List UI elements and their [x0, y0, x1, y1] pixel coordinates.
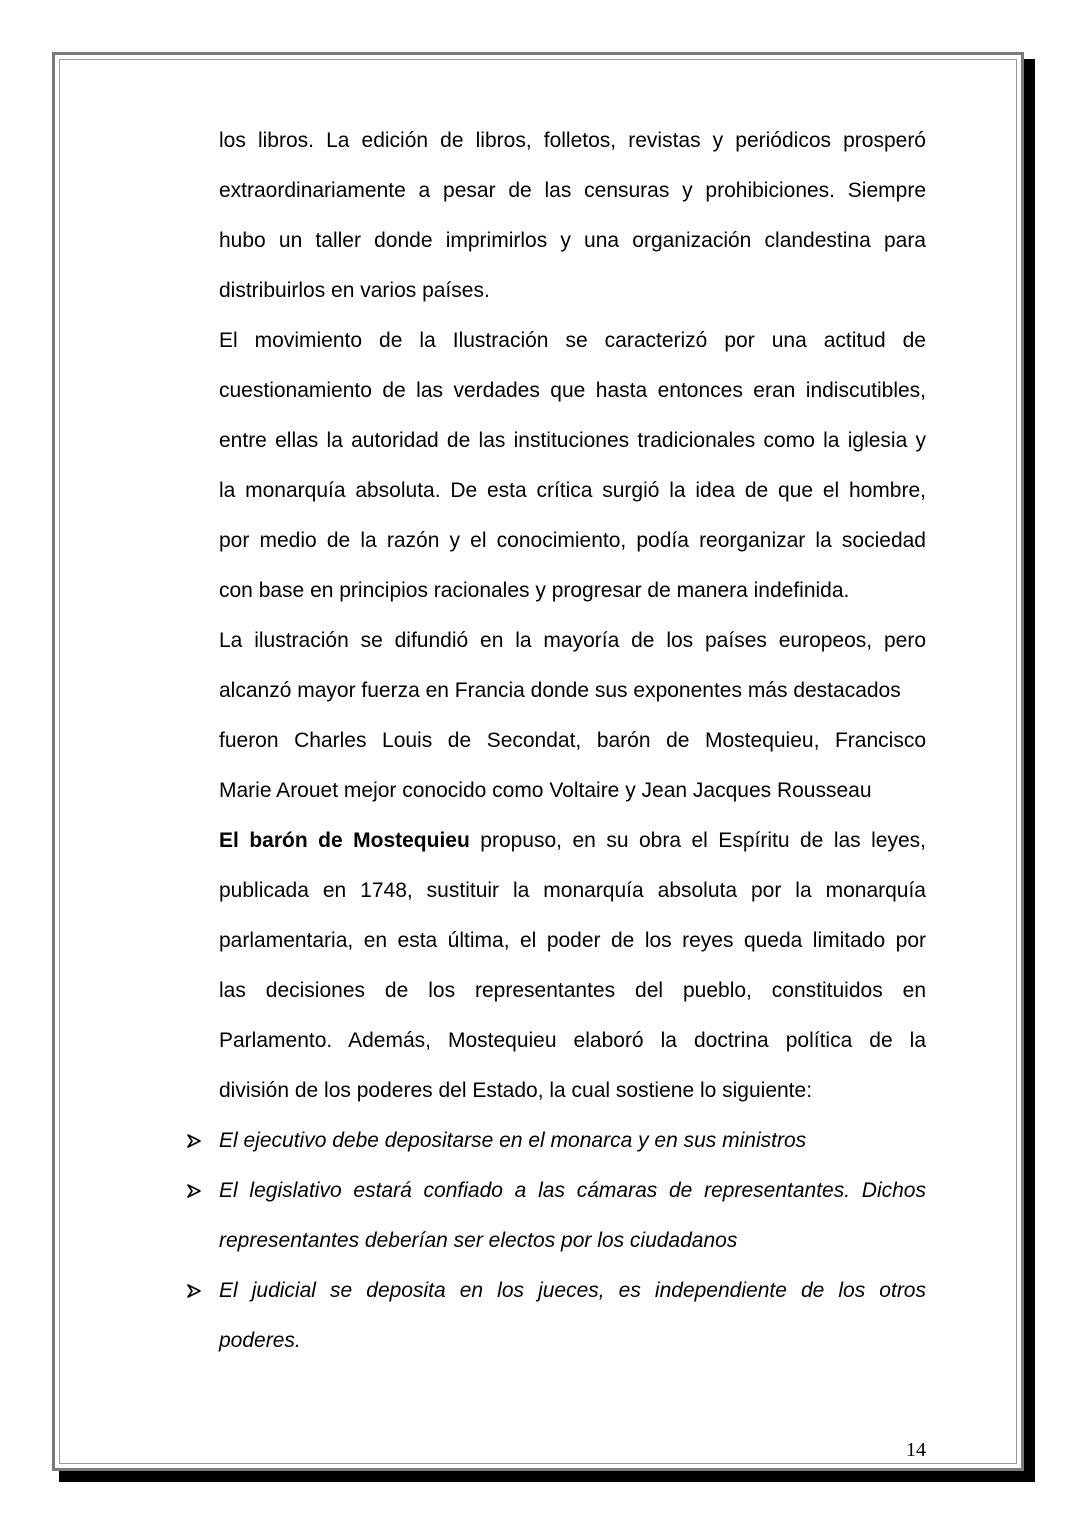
- bullet-text: poderes.: [219, 1329, 301, 1352]
- arrowhead-bullet-icon: [184, 1266, 204, 1316]
- text-line: La ilustración se difundió en la mayoría de los países europeos, pero: [219, 629, 926, 652]
- text-line: las decisiones de los representantes del pueblo, constituidos en: [219, 979, 926, 1002]
- montesquieu-intro-rest: propuso, en su obra el Espíritu de las leyes,: [469, 829, 926, 852]
- text-line: con base en principios racionales y progresar de manera indefinida.: [219, 579, 850, 602]
- text-line: El movimiento de la Ilustración se caracterizó por una actitud de: [219, 329, 926, 352]
- text-line: fueron Charles Louis de Secondat, barón de Mostequieu, Francisco: [219, 729, 926, 752]
- body-text: [219, 116, 926, 1366]
- text-line: alcanzó mayor fuerza en Francia donde sus exponentes más destacados: [219, 679, 901, 702]
- bullet-text: El judicial se deposita en los jueces, es independiente de los otros: [219, 1279, 926, 1302]
- text-line: la monarquía absoluta. De esta crítica surgió la idea de que el hombre,: [219, 479, 926, 502]
- bullet-item-judicial: [219, 1266, 926, 1366]
- text-line: hubo un taller donde imprimirlos y una organización clandestina para: [219, 229, 926, 252]
- text-line: parlamentaria, en esta última, el poder de los reyes queda limitado por: [219, 929, 926, 952]
- text-line: entre ellas la autoridad de las instituciones tradicionales como la iglesia y: [219, 429, 926, 452]
- text-line: cuestionamiento de las verdades que hasta entonces eran indiscutibles,: [219, 379, 926, 402]
- bullet-text: El ejecutivo debe depositarse en el monarca y en sus ministros: [219, 1129, 807, 1152]
- bullet-text: El legislativo estará confiado a las cámaras de representantes. Dichos: [219, 1179, 926, 1202]
- text-line: extraordinariamente a pesar de las censuras y prohibiciones. Siempre: [219, 179, 926, 202]
- bullet-text: representantes deberían ser electos por los ciudadanos: [219, 1229, 738, 1252]
- text-line: los libros. La edición de libros, folletos, revistas y periódicos prosperó: [219, 129, 926, 152]
- page-number: 14: [906, 1439, 926, 1461]
- arrowhead-bullet-icon: [184, 1166, 204, 1216]
- bullet-item-legislative: [219, 1166, 926, 1266]
- arrowhead-bullet-icon: [184, 1116, 204, 1166]
- bullet-item-executive: [219, 1116, 926, 1166]
- montesquieu-intro-line: [219, 816, 926, 866]
- text-line: publicada en 1748, sustituir la monarquía absoluta por la monarquía: [219, 879, 926, 902]
- text-line: división de los poderes del Estado, la cual sostiene lo siguiente:: [219, 1079, 813, 1102]
- text-line: por medio de la razón y el conocimiento, podía reorganizar la sociedad: [219, 529, 926, 552]
- montesquieu-bold-name: El barón de Mostequieu: [219, 829, 470, 852]
- text-line: Parlamento. Además, Mostequieu elaboró la doctrina política de la: [219, 1029, 926, 1052]
- text-line: Marie Arouet mejor conocido como Voltaire y Jean Jacques Rousseau: [219, 779, 872, 802]
- text-line: distribuirlos en varios países.: [219, 279, 490, 302]
